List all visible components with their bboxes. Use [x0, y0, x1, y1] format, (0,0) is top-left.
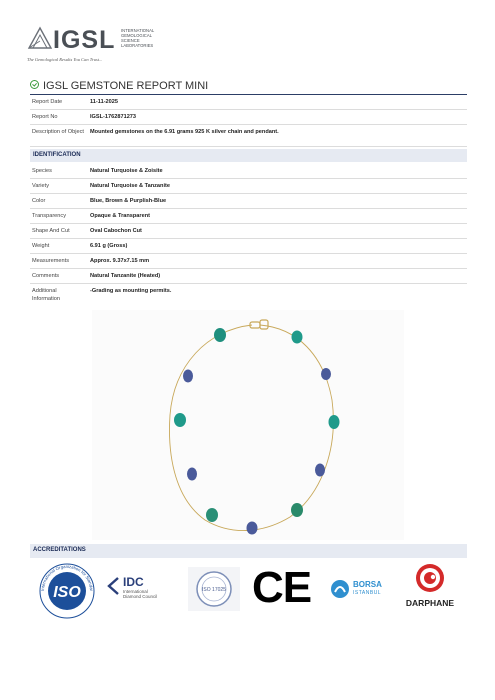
identification-row: Shape And Cut Oval Cabochon Cut: [30, 224, 467, 239]
identification-row: Color Blue, Brown & Purplish-Blue: [30, 194, 467, 209]
info-row: Report No IGSL-1762871273: [30, 110, 467, 125]
tanzanite-stone: [183, 370, 193, 383]
igsl-logo: [27, 24, 155, 66]
logo-mark-icon: [27, 24, 53, 50]
idc-logo: IDC International Diamond Council: [106, 575, 176, 607]
borsa-emblem-icon: [330, 579, 350, 599]
tanzanite-stone: [315, 464, 325, 477]
turquoise-stone: [174, 413, 186, 427]
idc-chevron-icon: [106, 577, 122, 595]
accreditation-seal: [188, 567, 240, 611]
identification-row: Comments Natural Tanzanite (Heated): [30, 269, 467, 284]
turquoise-stone: [329, 415, 340, 429]
identification-row: Transparency Opaque & Transparent: [30, 209, 467, 224]
tanzanite-stone: [247, 522, 258, 535]
info-row: Description of Object Mounted gemstones on the 6.91 grams 925 K silver chain and pendant.: [30, 125, 467, 147]
identification-row: Additional Information -Grading as mounting permits.: [32, 288, 172, 302]
check-circle-icon: [30, 80, 39, 89]
turquoise-stone: [206, 508, 218, 522]
identification-row: Measurements Approx. 9.37x7.15 mm: [30, 254, 467, 269]
info-row: Report Date 11-11-2025: [30, 95, 467, 110]
necklace-image-icon: [92, 310, 404, 540]
logo-wordmark: IGSL: [53, 26, 116, 54]
identification-row: Variety Natural Turquoise & Tanzanite: [30, 179, 467, 194]
iso-logo: [36, 562, 98, 620]
svg-text:ISO 17025: ISO 17025: [202, 587, 226, 593]
turquoise-stone: [291, 503, 303, 517]
svg-text:ISO: ISO: [53, 584, 81, 601]
borsa-istanbul-logo: BORSA ISTANBUL: [330, 577, 392, 603]
logo-tagline: The Gemological Results You Can Trust...: [27, 57, 103, 62]
svg-text:International Organization for: International Organization for Standar: [39, 563, 95, 592]
tanzanite-stone: [187, 468, 197, 481]
seal-icon: [188, 567, 240, 611]
accreditations-heading: ACCREDITATIONS: [30, 544, 467, 558]
report-title: IGSL GEMSTONE REPORT MINI: [30, 80, 208, 92]
iso-icon: [36, 562, 98, 620]
identification-row: Species Natural Turquoise & Zoisite: [30, 164, 467, 179]
logo-subtitle: INTERNATIONAL GEMOLOGICAL SCIENCE LABORATORIES: [121, 28, 155, 48]
necklace-photo: [92, 310, 404, 540]
ce-mark: CE: [252, 563, 312, 612]
turquoise-stone: [292, 331, 303, 344]
tanzanite-stone: [321, 368, 331, 380]
darphane-logo: DARPHANE: [398, 562, 462, 612]
darphane-emblem-icon: [410, 562, 450, 596]
turquoise-stone: [214, 328, 226, 342]
identification-row: Weight 6.91 g (Gross): [30, 239, 467, 254]
identification-heading: IDENTIFICATION: [30, 149, 467, 162]
